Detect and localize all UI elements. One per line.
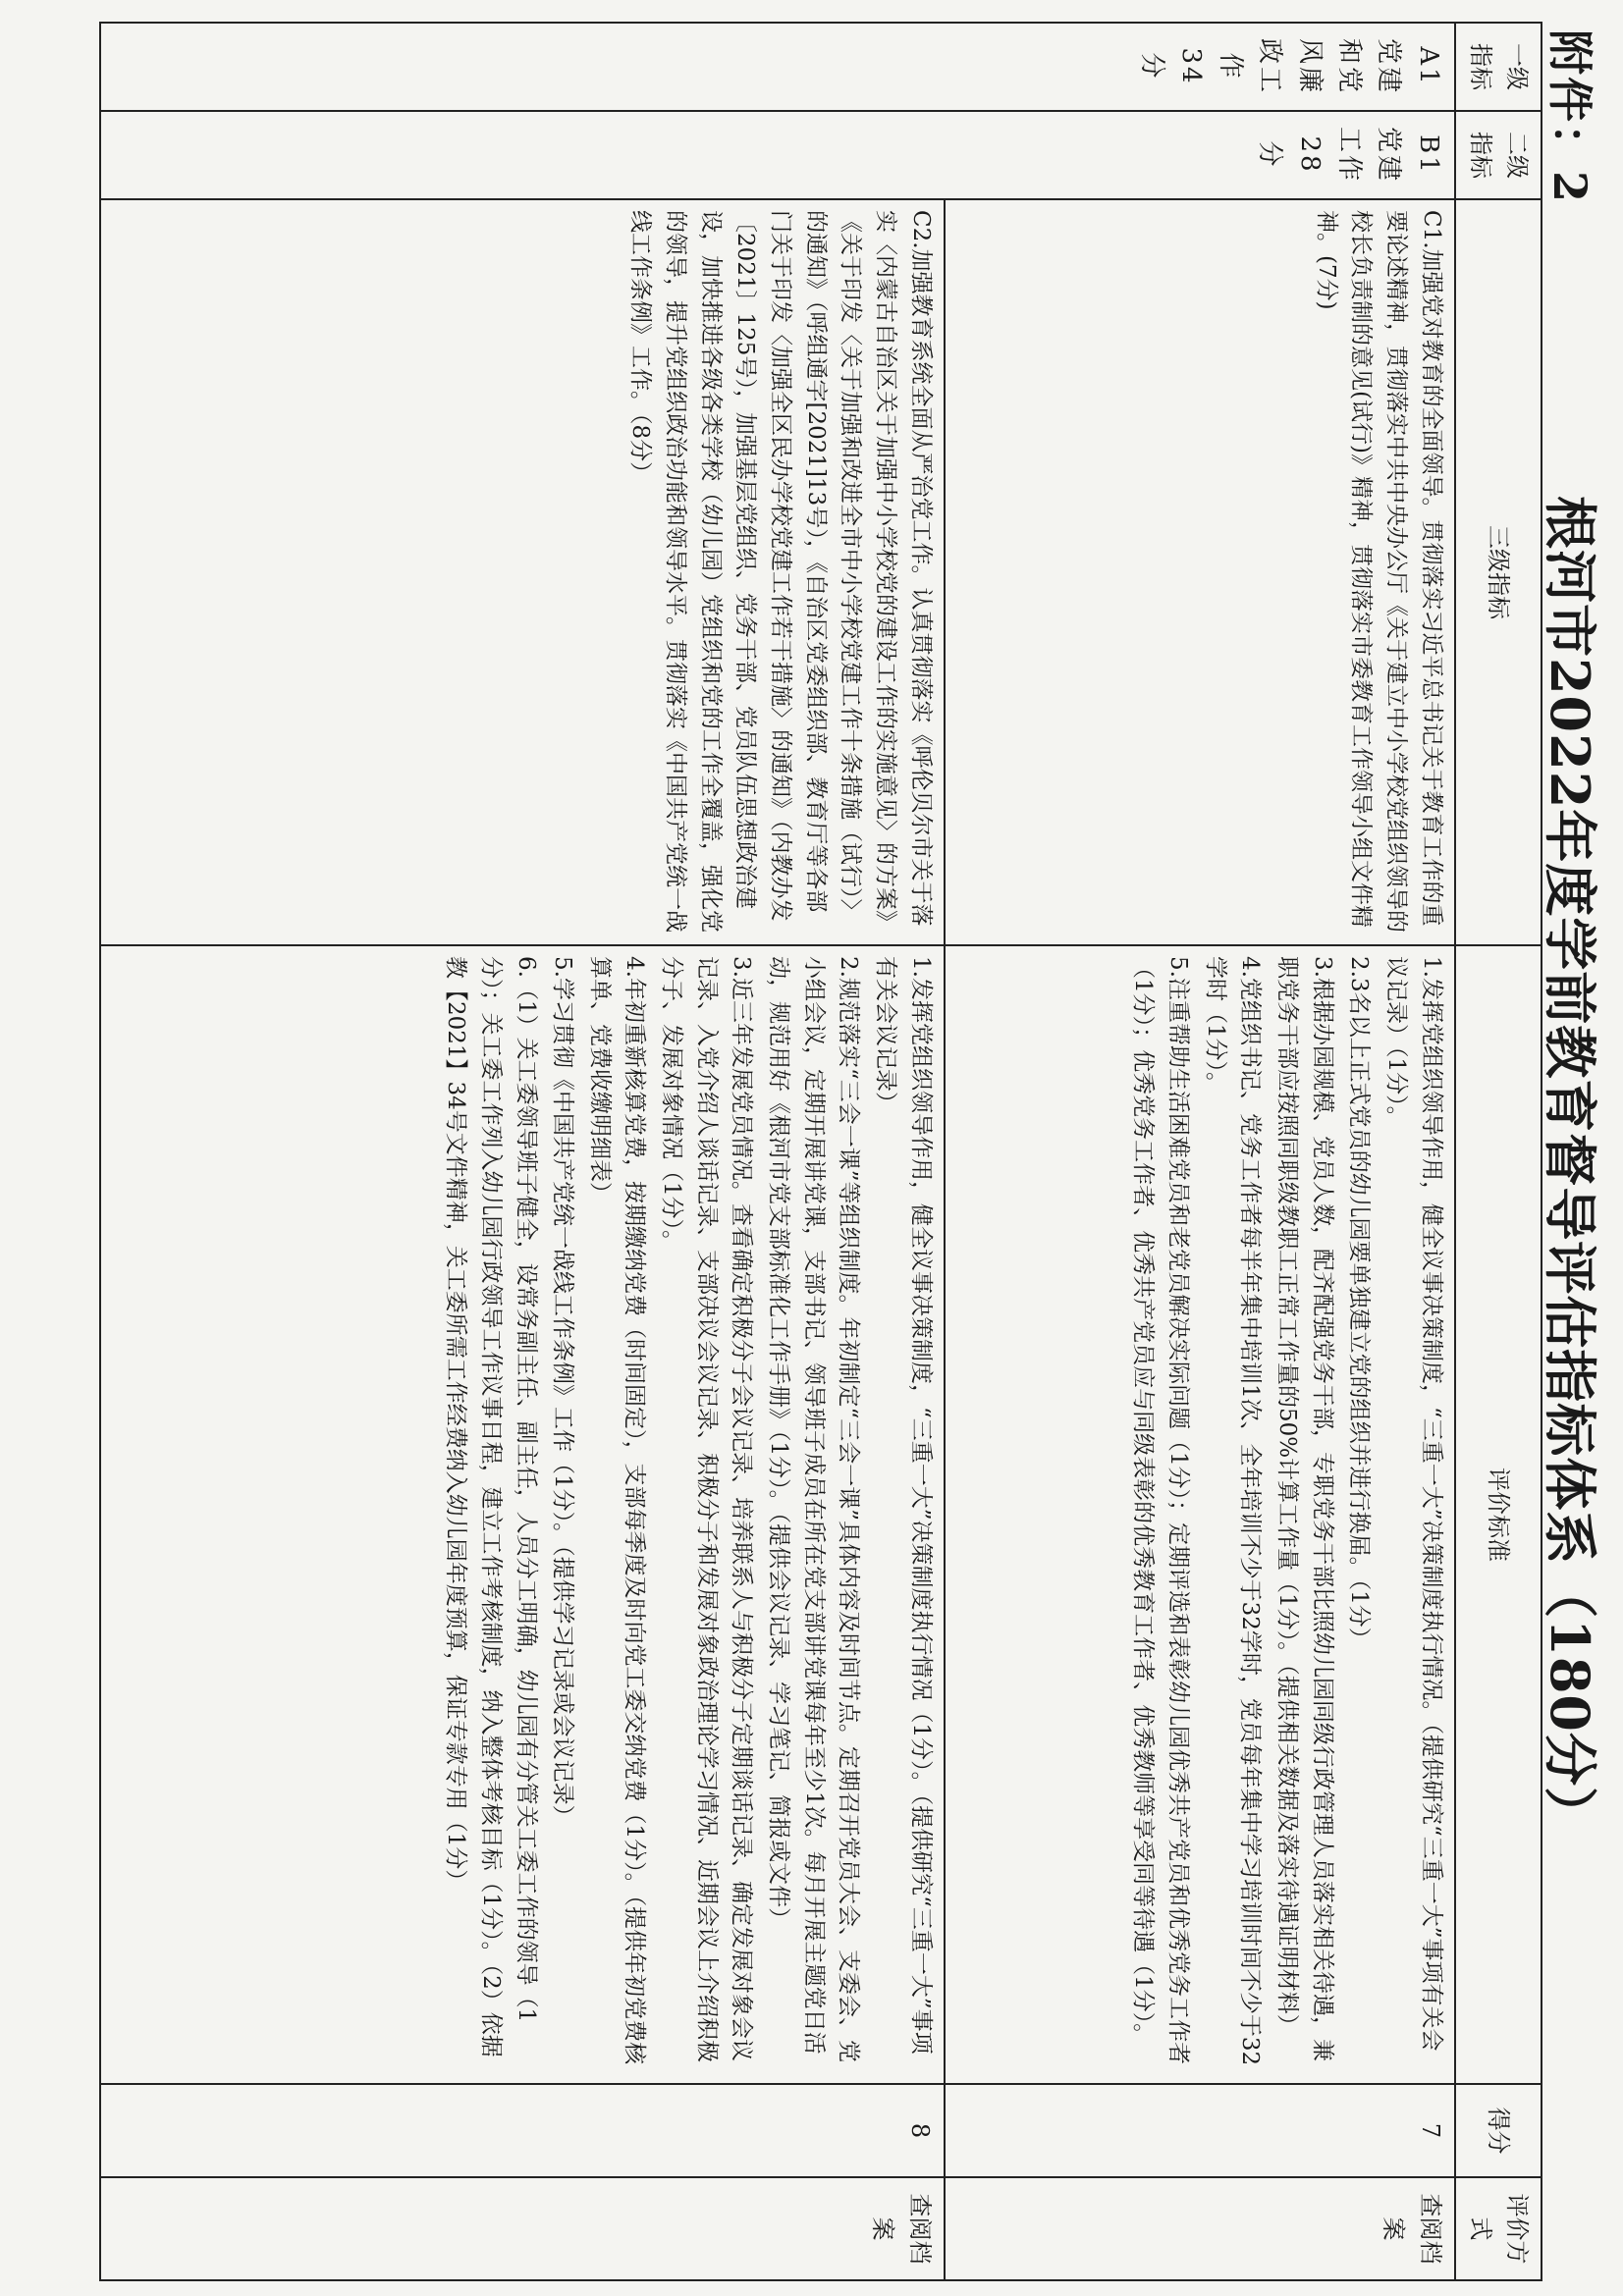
header-level1: 一级指标 [1455, 23, 1542, 111]
header-method: 评价方式 [1455, 2177, 1542, 2280]
method-cell: 查阅档案 [945, 2177, 1455, 2280]
score-cell: 7 [945, 2084, 1455, 2177]
criteria-item: 2.规范落实“三会一课”等组织制度。年初制定“三会一课”具体内容及时间节点。定期召开党员大会、支委会、党小组会议，定期开展讲党课，支部书记、领导班子成员在所在党支部讲党课每年至少1次。每月开展主题党日活动，规范用好《根河市党支部标准化工作手册》（1分）。（提供会议记录、学习笔记、简报或文件） [766, 956, 862, 2062]
criteria-item: 5.注重帮助生活困难党员和老党员解决实际问题（1分）；定期评选和表彰幼儿园优秀共产党员和优秀党务工作者（1分）；优秀党务工作者、优秀共产党员应与同级表彰的优秀教育工作者、优秀教师等享受同等待遇（1分）。 [1130, 956, 1192, 2065]
level3-cell: C2.加强教育系统全面从严治党工作。认真贯彻落实《呼伦贝尔市关于落实〈内蒙古自治区关于加强中小学校党的建设工作的实施意见〉的方案》《关于印发〈关于加强和改进全市中小学校党建工作十条措施（试行）〉的通知》（呼组通字[2021]13号），《自治区党委组织部、教育厅等各部门关于印发〈加强全区民办学校党建工作若干措施〉的通知》（内教办发〔2021〕125号），加强基层党组织、党务干部、党员队伍思想政治建设，加快推进各级各类学校（幼儿园）党组织和党的工作全覆盖，强化党的领导，提升党组织政治功能和领导水平。贯彻落实《中国共产党统一战线工作条例》工作。（8分） [100, 199, 945, 945]
criteria-item: 5.学习贯彻《中国共产党统一战线工作条例》工作（1分）。（提供学习记录或会议记录） [550, 956, 576, 1828]
table-row [945, 23, 1455, 2280]
document-title: 根河市2022年度学前教育督导评估指标体系（180分） [1539, 495, 1601, 1841]
criteria-item: 4.党组织书记、党务工作者每半年集中培训1次、全年培训不少于32学时，党员每年集中学习培训时间不少于32学时（1分）。 [1202, 956, 1264, 2066]
header-criteria: 评价标准 [1455, 945, 1542, 2084]
criteria-item: 2.3名以上正式党员的幼儿园要单独建立党的组织并进行换届。（1分） [1346, 956, 1373, 1650]
evaluation-table [99, 22, 1542, 2281]
table-row [100, 23, 945, 2280]
method-cell: 查阅档案 [100, 2177, 945, 2280]
criteria-item: 3.近三年发展党员情况。查看确定积极分子会议记录、培养联系人与积极分子定期谈话记录、确定发展对象会议记录、入党介绍人谈话记录、支部决议会议记录、积极分子和发展对象政治理论学习情况、近期会议上介绍积极分子、发展对象情况（1分）。 [659, 956, 755, 2062]
criteria-item: 1.发挥党组织领导作用，健全议事决策制度，“三重一大”决策制度执行情况（1分）。（提供研究“三重一大”事项有关会议记录） [872, 956, 934, 2055]
criteria-cell [100, 945, 945, 2084]
criteria-item: 4.年初重新核算党费，按期缴纳党费（时间固定），支部每季度及时向党工委交纳党费（1分）。（提供年初党费核算单、党费收缴明细表） [586, 956, 648, 2065]
level3-cell: C1.加强党对教育的全面领导。贯彻落实习近平总书记关于教育工作的重要论述精神，贯彻落实中共中央办公厅《关于建立中小学校党组织领导的校长负责制的意见(试行)》精神，贯彻落实市委教育工作领导小组文件精神。(7分) [945, 199, 1455, 945]
criteria-item: 6.（1）关工委领导班子健全，设常务副主任、副主任，人员分工明确，幼儿园有分管关工委工作的领导（1分）；关工委工作列入幼儿园行政领导工作议事日程，建立工作考核制度，纳入整体考核目标（1分）。（2）依据教【2021】34号文件精神，关工委所需工作经费纳入幼儿园年度预算，保证专款专用（1分） [443, 956, 539, 2057]
header-level2: 二级指标 [1455, 111, 1542, 199]
header-score: 得分 [1455, 2084, 1542, 2177]
table-header-row [1455, 23, 1542, 2280]
attachment-label: 附件：2 [1543, 29, 1596, 205]
level2-cell: B1党建工作28分 [100, 111, 1455, 199]
level1-cell: A1党建和党风廉政工作34分 [100, 23, 1455, 111]
score-cell: 8 [100, 2084, 945, 2177]
criteria-cell [945, 945, 1455, 2084]
criteria-item: 1.发挥党组织领导作用，健全议事决策制度，“三重一大”决策制度执行情况。（提供研究“三重一大”事项有关会议记录）（1分）。 [1382, 956, 1444, 2052]
criteria-item: 3.根据办园规模、党员人数，配齐配强党务干部，专职党务干部比照幼儿园同级行政管理人员落实相关待遇，兼职党务干部应按照同职级教职工正常工作量的50%计算工作量（1分）。（提供相关数据及落实待遇证明材料） [1274, 956, 1335, 2061]
header-level3: 三级指标 [1455, 199, 1542, 945]
